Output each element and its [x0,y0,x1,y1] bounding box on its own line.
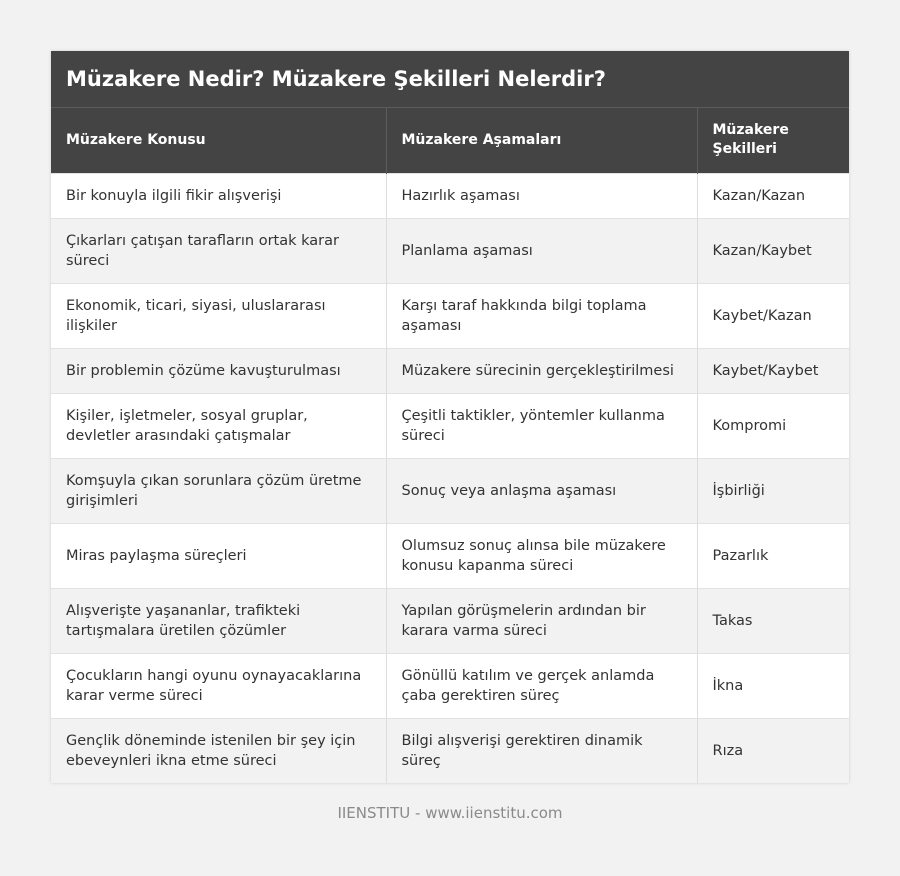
cell-sekil: İkna [697,653,849,718]
cell-konu: Miras paylaşma süreçleri [51,523,386,588]
table-row [51,653,849,718]
cell-sekil: Kazan/Kaybet [697,218,849,283]
cell-asama: Bilgi alışverişi gerektiren dinamik süreç [386,718,697,783]
table-row [51,348,849,393]
cell-sekil: Kazan/Kazan [697,173,849,218]
cell-asama: Planlama aşaması [386,218,697,283]
cell-konu: Gençlik döneminde istenilen bir şey için ebeveynleri ikna etme süreci [51,718,386,783]
header-row [51,108,849,173]
cell-konu: Bir problemin çözüme kavuşturulması [51,348,386,393]
table-card [51,51,849,783]
table-row [51,173,849,218]
cell-konu: Çocukların hangi oyunu oynayacaklarına karar verme süreci [51,653,386,718]
cell-asama: Olumsuz sonuç alınsa bile müzakere konusu kapanma süreci [386,523,697,588]
table-row [51,718,849,783]
cell-sekil: Kompromi [697,393,849,458]
cell-sekil: İşbirliği [697,458,849,523]
cell-konu: Ekonomik, ticari, siyasi, uluslararası ilişkiler [51,283,386,348]
cell-asama: Yapılan görüşmelerin ardından bir karara varma süreci [386,588,697,653]
cell-konu: Çıkarları çatışan tarafların ortak karar süreci [51,218,386,283]
column-header-sekilleri: Müzakere Şekilleri [697,108,849,173]
column-header-asamalari: Müzakere Aşamaları [386,108,697,173]
cell-sekil: Kaybet/Kazan [697,283,849,348]
cell-konu: Kişiler, işletmeler, sosyal gruplar, devletler arasındaki çatışmalar [51,393,386,458]
cell-sekil: Takas [697,588,849,653]
table-row [51,283,849,348]
column-header-konusu: Müzakere Konusu [51,108,386,173]
table-title: Müzakere Nedir? Müzakere Şekilleri Nelerdir? [51,51,849,108]
table-row [51,523,849,588]
table-row [51,458,849,523]
cell-asama: Çeşitli taktikler, yöntemler kullanma süreci [386,393,697,458]
footer-credit: IIENSTITU - www.iienstitu.com [337,804,563,822]
cell-konu: Bir konuyla ilgili fikir alışverişi [51,173,386,218]
negotiation-table [51,108,849,783]
table-row [51,218,849,283]
cell-sekil: Pazarlık [697,523,849,588]
cell-asama: Sonuç veya anlaşma aşaması [386,458,697,523]
cell-sekil: Rıza [697,718,849,783]
cell-asama: Karşı taraf hakkında bilgi toplama aşaması [386,283,697,348]
cell-konu: Alışverişte yaşananlar, trafikteki tartışmalara üretilen çözümler [51,588,386,653]
table-row [51,588,849,653]
table-row [51,393,849,458]
cell-konu: Komşuyla çıkan sorunlara çözüm üretme girişimleri [51,458,386,523]
cell-asama: Gönüllü katılım ve gerçek anlamda çaba gerektiren süreç [386,653,697,718]
cell-sekil: Kaybet/Kaybet [697,348,849,393]
cell-asama: Müzakere sürecinin gerçekleştirilmesi [386,348,697,393]
cell-asama: Hazırlık aşaması [386,173,697,218]
